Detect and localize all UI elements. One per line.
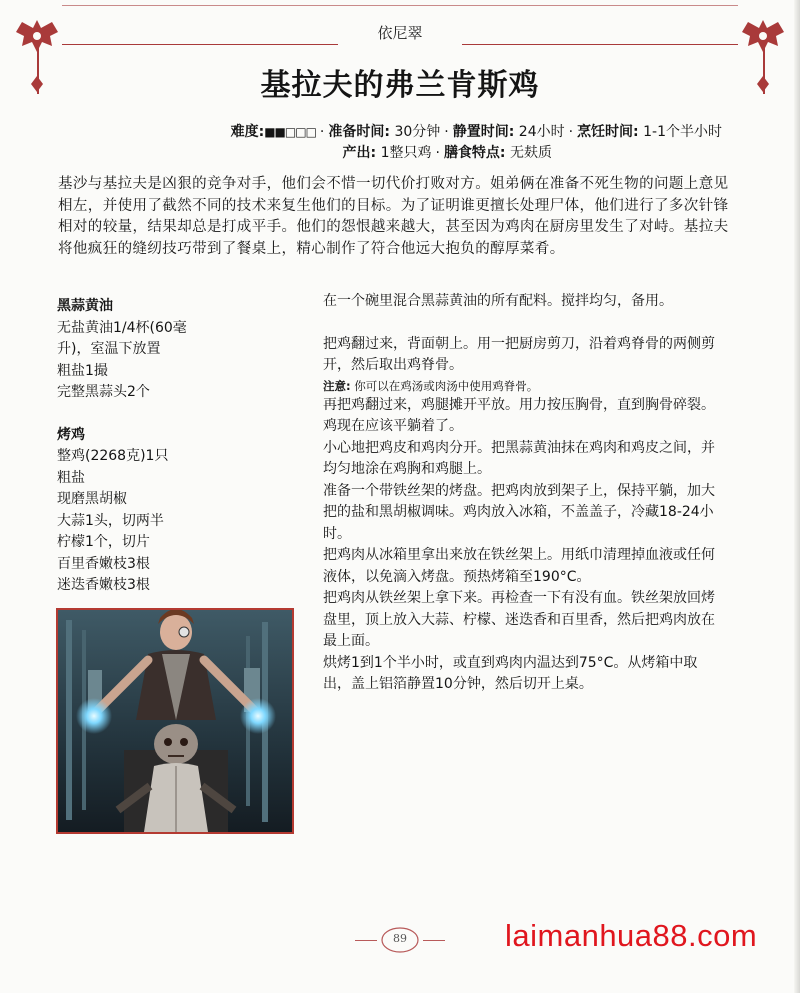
ingredient-item: 百里香嫩枝3根: [57, 555, 150, 572]
separator: ·: [444, 124, 449, 140]
separator: ·: [568, 124, 574, 140]
recipe-intro: 基沙与基拉夫是凶狠的竞争对手，他们会不惜一切代价打败对方。姐弟俩在准备不死生物的问题上意见相左，并使用了截然不同的技术来复生他们的目标。为了证明谁更擅长处理尸体，他们进行了多次针锋相对的较量，结果却总是打成平手。他们的怨恨越来越大，甚至因为鸡肉在厨房里发生了对峙。基拉夫将他疯狂的缝纫技巧带到了餐桌上，精心制作了符合他远大抱负的醇厚菜肴。: [58, 176, 729, 257]
step-8: 烘烤1到1个半小时，或直到鸡肉内温达到75°C。从烤箱中取出，盖上铝箔静置10分钟，然后切开上桌。: [323, 654, 698, 692]
site-watermark: laimanhua88.com: [505, 918, 758, 953]
ingredient-item: 柠檬1个，切片: [57, 534, 150, 550]
folio-rule-left: [355, 940, 377, 941]
cook-time-label: 烹饪时间:: [577, 124, 639, 140]
header-top-rule: [62, 5, 738, 6]
step-6: 把鸡肉从冰箱里拿出来放在铁丝架上。用纸巾清理掉血液或任何液体，以免滴入烤盘。预热烤箱至190°C。: [323, 547, 715, 585]
recipe-meta-line-1: [231, 122, 722, 142]
page-number: 89: [393, 932, 407, 945]
step-1: 在一个碗里混合黑蒜黄油的所有配料。搅拌均匀，备用。: [323, 293, 673, 309]
note-label: 注意:: [323, 378, 351, 393]
ingredient-item: 迷迭香嫩枝3根: [57, 577, 150, 593]
recipe-meta-line-2: [343, 143, 553, 163]
page-edge: [794, 0, 800, 993]
header-rule-left: [62, 44, 338, 45]
mad-scientist-illustration-icon: [58, 610, 292, 832]
recipe-illustration: [56, 608, 294, 834]
ingredient-item: 完整黑蒜头2个: [57, 384, 150, 400]
cook-time-value: 1-1个半小时: [643, 124, 722, 140]
chapter-title: 依尼翠: [377, 24, 423, 42]
header-rule-right: [462, 44, 738, 45]
ingredients-column: [57, 296, 297, 597]
recipe-title: 基拉夫的弗兰肯斯鸡: [260, 68, 540, 103]
folio-rule-right: [423, 940, 445, 941]
step-7: 把鸡肉从铁丝架上拿下来。再检查一下有没有血。铁丝架放回烤盘里，顶上放入大蒜、柠檬、迷迭香和百里香，然后把鸡肉放在最上面。: [323, 590, 715, 649]
yield-value: 1整只鸡: [380, 145, 432, 161]
separator: ·: [435, 145, 440, 161]
ingredient-item: 大蒜1头，切两半: [57, 512, 164, 529]
yield-label: 产出:: [342, 145, 377, 161]
diet-value: 无麸质: [510, 145, 552, 161]
rest-time-value: 24小时: [518, 124, 565, 140]
separator: ·: [319, 124, 325, 140]
ingredient-item: 整鸡(2268克)1只: [57, 448, 169, 464]
recipe-note: [323, 377, 723, 395]
step-2: 把鸡翻过来，背面朝上。用一把厨房剪刀，沿着鸡脊骨的两侧剪开，然后取出鸡脊骨。: [323, 335, 715, 373]
rest-time-label: 静置时间:: [452, 124, 515, 140]
ingredient-heading-roast-chicken: 烤鸡: [57, 426, 85, 443]
diet-label: 膳食特点:: [443, 145, 506, 161]
step-3: 再把鸡翻过来，鸡腿摊开平放。用力按压胸骨，直到胸骨碎裂。鸡现在应该平躺着了。: [323, 396, 715, 434]
prep-time-label: 准备时间:: [328, 124, 390, 140]
prep-time-value: 30分钟: [394, 124, 441, 140]
difficulty-label: 难度:: [230, 124, 265, 140]
ingredient-heading-garlic-butter: 黑蒜黄油: [57, 298, 113, 314]
step-5: 准备一个带铁丝架的烤盘。把鸡肉放到架子上，保持平躺，加大把的盐和黑胡椒调味。鸡肉放入冰箱，不盖盖子，冷藏18-24小时。: [323, 482, 715, 542]
note-text: 你可以在鸡汤或肉汤中使用鸡脊骨。: [354, 378, 539, 393]
ingredient-item: 现磨黑胡椒: [57, 491, 127, 507]
ingredient-item: 粗盐: [57, 469, 85, 486]
ingredient-item: 无盐黄油1/4杯(60毫升)，室温下放置: [57, 319, 187, 357]
step-4: 小心地把鸡皮和鸡肉分开。把黑蒜黄油抹在鸡肉和鸡皮之间，并均匀地涂在鸡胸和鸡腿上。: [323, 439, 715, 477]
difficulty-rating: ■■□□□: [264, 125, 316, 139]
steps-column: [323, 291, 723, 696]
ingredient-item: 粗盐1撮: [57, 362, 108, 379]
